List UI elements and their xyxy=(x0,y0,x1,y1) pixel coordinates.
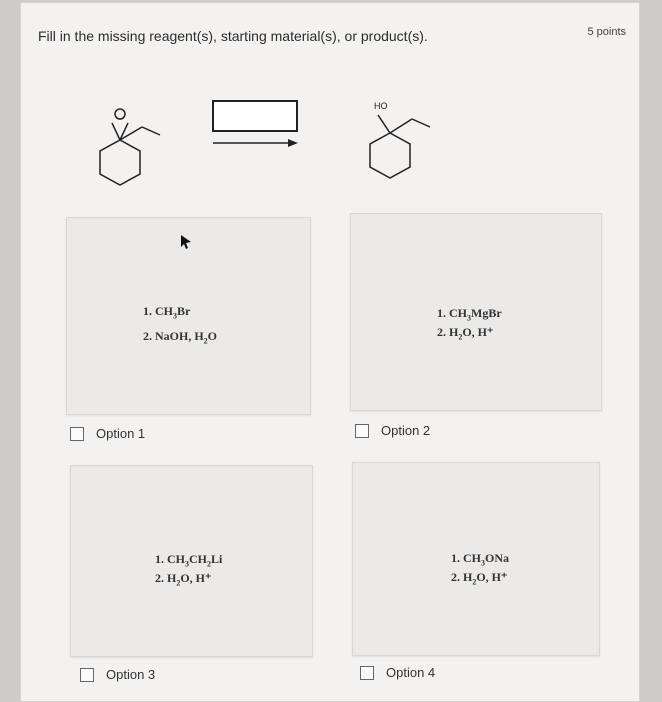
option-1-reagent-1: 1. $CH_3Br$ xyxy=(143,304,191,321)
question-title: Fill in the missing reagent(s), starting material(s), or product(s). xyxy=(38,28,428,44)
option-4-checkbox[interactable] xyxy=(360,666,374,680)
option-4-label: Option 4 xyxy=(386,665,436,680)
option-2-checkbox[interactable] xyxy=(355,424,369,438)
starting-material-structure xyxy=(100,109,160,185)
option-4-choice[interactable] xyxy=(360,665,435,680)
option-3-choice[interactable] xyxy=(80,667,155,682)
missing-reagent-box xyxy=(213,101,297,131)
points-label: 5 points xyxy=(587,26,626,38)
reaction-scheme xyxy=(60,85,480,195)
option-1-checkbox[interactable] xyxy=(70,427,84,441)
hydroxyl-label: HO xyxy=(374,101,388,111)
option-4-image[interactable] xyxy=(352,462,600,656)
product-structure xyxy=(370,115,430,178)
option-3-reagent-2: 2. $H_2O$, H⁺ xyxy=(155,571,212,588)
option-1-label: Option 1 xyxy=(96,426,146,441)
option-2-choice[interactable] xyxy=(355,423,430,438)
option-2-image[interactable] xyxy=(350,213,602,411)
option-3-image[interactable] xyxy=(70,465,313,657)
option-4-reagent-2: 2. $H_2O$, H⁺ xyxy=(451,570,508,587)
option-2-reagent-2: 2. $H_2O$, H⁺ xyxy=(437,325,494,342)
option-1-image[interactable] xyxy=(66,217,311,415)
cursor-pointer-icon xyxy=(179,234,193,250)
option-2-reagent-1: 1. $CH_3MgBr$ xyxy=(437,306,502,323)
option-3-reagent-1: 1. $CH_3CH_2Li$ xyxy=(155,552,223,569)
option-2-label: Option 2 xyxy=(381,423,431,438)
option-3-label: Option 3 xyxy=(106,667,156,682)
option-1-choice[interactable] xyxy=(70,426,145,441)
option-1-reagent-2: 2. NaOH, $H_2O$ xyxy=(143,329,218,346)
option-4-reagent-1: 1. $CH_3ONa$ xyxy=(451,551,509,568)
option-3-checkbox[interactable] xyxy=(80,668,94,682)
